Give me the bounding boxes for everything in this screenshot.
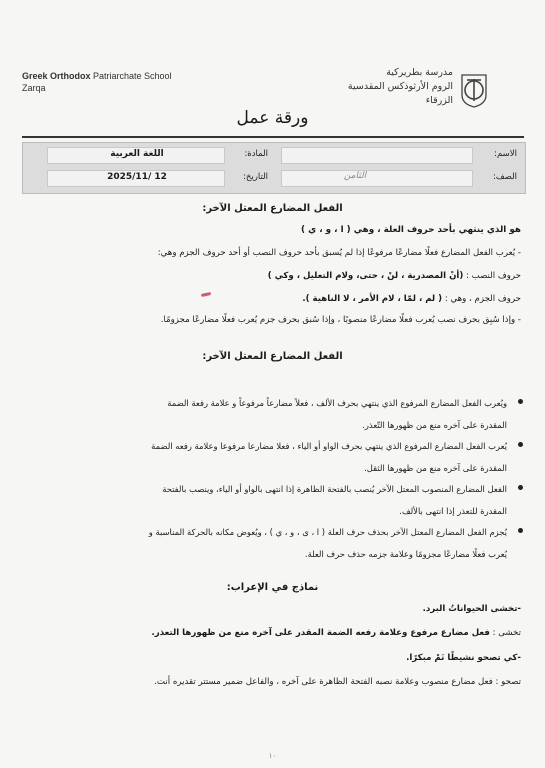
nasb-list: (أنْ المصدرية ، لنْ ، حتى، ولام التعليل ، وكي ): [267, 271, 464, 281]
bullet-line1: ويُعرب الفعل المضارع المرفوع الذي ينتهي بحرف الألف ، فعلاً مضارعاً مرفوعاً و علامة رفعة الضمة: [167, 398, 507, 408]
section1-definition: هو الذي ينتهي بأحد حروف العلة ، وهي ( ا ، و ، ي ): [301, 225, 521, 235]
school-logo-icon: [459, 71, 489, 108]
subject-label: المادة:: [244, 149, 268, 159]
bullet-line1: الفعل المضارع المنصوب المعتل الآخر يُنصب بالفتحة الظاهرة إذا انتهى بالواو أو الياء، وينصب بالفتحة: [162, 484, 507, 494]
class-label: الصف:: [493, 172, 517, 182]
example1-parse: فعل مضارع مرفوع وعلامة رفعه الضمة المقدر على آخره منع من ظهورها التعذر.: [151, 628, 490, 638]
bullet-line2: المقدرة على آخره منع من ظهورها الثقل.: [364, 463, 507, 473]
student-info-box: [22, 142, 526, 194]
worksheet-title: ورقة عمل: [236, 108, 309, 128]
header-divider: [22, 136, 524, 138]
section1-rule: - يُعرب الفعل المضارع فعلًا مضارعًا مرفوعًا إذا لم يُسبق بأحد حروف النصب أو أحد حروف الجزم وهي:: [157, 248, 521, 258]
example1-parsing: [151, 627, 521, 639]
nasb-label: حروف النصب :: [463, 271, 521, 281]
bullet-item: [51, 521, 521, 565]
example2-parsing: تصحو : فعل مضارع منصوب وعلامة نصبه الفتحة الظاهرة على آخره ، والفاعل ضمير مستتر تقديره أنت.: [154, 677, 521, 687]
class-value: الثامن: [343, 171, 367, 181]
bullet-line2: يُعرب فعلًا مضارعًا مجزومًا وعلامة جزمه حذف حرف العلة.: [304, 549, 507, 559]
school-name-en-rest: Patriarchate School: [90, 71, 172, 81]
section2-heading: الفعل المضارع المعتل الآخر:: [202, 351, 343, 362]
section1-nasb: [268, 270, 521, 282]
example1-sentence: -تخشى الحيواناتُ البرد.: [422, 604, 521, 614]
school-name-english: [22, 70, 172, 94]
name-field[interactable]: [281, 147, 473, 164]
school-ar-line3: الزرقاء: [425, 95, 453, 106]
jazm-list: ( لم ، لمّا ، لام الأمر ، لا الناهية ).: [302, 294, 443, 304]
bullet-dot: [518, 399, 523, 404]
pen-mark: [201, 292, 211, 297]
subject-value: اللغة العربية: [110, 149, 164, 159]
bullet-item: [51, 478, 521, 522]
bullet-line1: يُجزم الفعل المضارع المعتل الآخر بحذف حرف العلة ( ا ، ى ، و ، ي ) ، ويُعوض مكانه بالحركة المناسبة و: [148, 527, 507, 537]
bullet-line1: يُعرب الفعل المضارع المرفوع الذي ينتهي بحرف الواو أو الياء ، فعلا مضارعا مرفوعا وعلامة رفعه الضمة: [151, 441, 507, 451]
example2-sentence: -كي تصحو نشيطًا نَمْ مبكرًا.: [406, 653, 521, 663]
school-ar-line1: مدرسة بطريركية: [386, 67, 453, 78]
page-number: ١٠: [268, 752, 277, 760]
name-label: الاسم:: [494, 149, 517, 159]
bullet-dot: [518, 442, 523, 447]
section1-jazm: [302, 293, 521, 305]
bullet-dot: [518, 485, 523, 490]
jazm-label: حروف الجزم ، وهي :: [442, 294, 521, 304]
bullet-line2: المقدرة على آخره منع من ظهورها التّعذر.: [362, 420, 507, 430]
school-city-en: Zarqa: [22, 83, 46, 93]
section1-heading: الفعل المضارع المعتل الآخر:: [202, 203, 343, 214]
school-name-arabic: [348, 66, 453, 108]
bullet-line2: المقدرة للتعذر إذا انتهى بالألف.: [399, 506, 507, 516]
example1-label: تخشى :: [489, 628, 521, 638]
bullet-item: [51, 392, 521, 436]
bullet-dot: [518, 528, 523, 533]
section1-note: - وإذا سُبِق بحرف نصب يُعرب فعلًا مضارعًا منصوبًا ، وإذا سُبق بحرف جزم يُعرب فعلًا مضارعًا مجزومًا.: [160, 315, 521, 325]
date-value: 2025/11/ 12: [107, 172, 167, 182]
date-label: التاريخ:: [243, 172, 268, 182]
bullet-item: [51, 435, 521, 479]
school-ar-line2: الروم الأرثوذكس المقدسية: [347, 81, 453, 92]
section3-heading: نماذج في الإعراب:: [226, 582, 319, 593]
school-name-en-bold: Greek Orthodox: [22, 71, 91, 81]
